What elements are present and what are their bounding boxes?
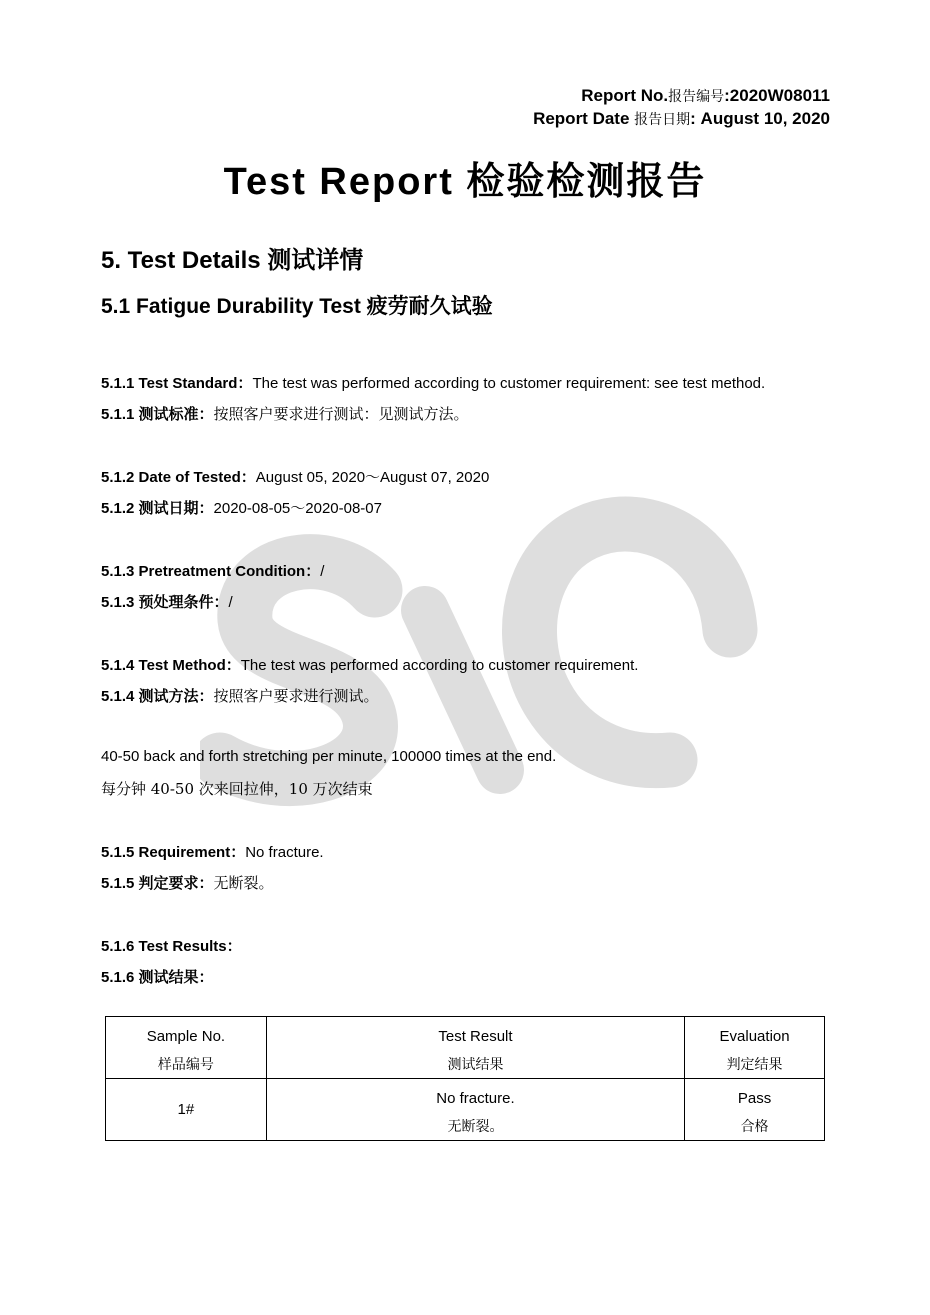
test-standard-cn-label: 5.1.1 测试标准：: [101, 406, 214, 423]
header-evaluation: [685, 1017, 825, 1079]
requirement-cn-label: 5.1.5 判定要求：: [101, 875, 214, 892]
pretreatment-en-label: 5.1.3 Pretreatment Condition：: [101, 563, 321, 580]
report-number-label-cn: 报告编号: [668, 89, 725, 105]
requirement-cn-text: 无断裂。: [213, 874, 274, 892]
subsection-heading: 5.1 Fatigue Durability Test 疲劳耐久试验: [101, 295, 493, 318]
section-heading: 5. Test Details 测试详情: [101, 247, 364, 274]
report-number-line: [581, 86, 830, 106]
test-results-en: [101, 935, 242, 956]
test-method-cn: [101, 685, 379, 706]
pretreatment-cn-text: /: [228, 594, 233, 611]
report-number-separator: :: [724, 86, 730, 105]
test-date-cn-text: 2020-08-05～2020-08-07: [213, 500, 382, 517]
header-sample-no-cn: 样品编号: [157, 1057, 214, 1073]
header-sample-no-en: Sample No.: [146, 1028, 226, 1045]
requirement-en-text: No fracture.: [245, 844, 324, 861]
report-date-label: Report Date: [533, 109, 630, 128]
test-results-en-label: 5.1.6 Test Results：: [101, 938, 242, 955]
requirement-en: [101, 841, 324, 862]
report-date-value: August 10, 2020: [700, 109, 830, 128]
report-date-line: [533, 109, 830, 129]
cell-test-result-cn: 无断裂。: [447, 1119, 504, 1135]
test-date-cn-label: 5.1.2 测试日期：: [101, 500, 214, 517]
results-table: [105, 1016, 825, 1141]
test-method-cn-label: 5.1.4 测试方法：: [101, 688, 214, 705]
test-method-en-label: 5.1.4 Test Method：: [101, 657, 241, 674]
method-detail-cn: 每分钟 40-50 次来回拉伸，10 万次结束: [101, 780, 373, 798]
test-date-en-label: 5.1.2 Date of Tested：: [101, 469, 256, 486]
cell-evaluation: [685, 1079, 825, 1141]
header-evaluation-cn: 判定结果: [726, 1057, 783, 1073]
requirement-cn: [101, 872, 274, 893]
requirement-en-label: 5.1.5 Requirement：: [101, 844, 246, 861]
pretreatment-cn: [101, 591, 233, 612]
test-date-en: [101, 466, 489, 487]
test-standard-en: [101, 372, 765, 393]
page-title: Test Report 检验检测报告: [223, 161, 707, 203]
test-standard-cn-text: 按照客户要求进行测试：见测试方法。: [213, 405, 469, 423]
test-method-en: [101, 654, 638, 675]
cell-test-result: [266, 1079, 684, 1141]
report-date-label-cn: 报告日期: [634, 112, 691, 128]
test-date-cn: [101, 497, 382, 518]
test-results-cn-label: 5.1.6 测试结果：: [101, 969, 214, 986]
report-number-value: 2020W08011: [729, 86, 830, 105]
pretreatment-cn-label: 5.1.3 预处理条件：: [101, 594, 229, 611]
cell-evaluation-cn: 合格: [740, 1119, 769, 1135]
test-standard-cn: [101, 403, 469, 424]
header-test-result-cn: 测试结果: [447, 1057, 504, 1073]
report-number-label: Report No.: [581, 86, 669, 105]
test-results-cn: [101, 966, 214, 987]
report-date-separator: :: [690, 109, 701, 128]
header-evaluation-en: Evaluation: [719, 1028, 790, 1045]
header-test-result-en: Test Result: [438, 1028, 513, 1045]
test-date-en-text: August 05, 2020～August 07, 2020: [255, 469, 490, 486]
table-row: [106, 1079, 825, 1141]
header-test-result: [266, 1017, 684, 1079]
cell-test-result-en: No fracture.: [436, 1090, 515, 1107]
test-standard-en-label: 5.1.1 Test Standard：: [101, 375, 253, 392]
cell-sample-no: 1#: [106, 1079, 267, 1141]
table-header-row: [106, 1017, 825, 1079]
test-method-cn-text: 按照客户要求进行测试。: [213, 687, 379, 705]
cell-evaluation-en: Pass: [737, 1090, 772, 1107]
header-sample-no: [106, 1017, 267, 1079]
pretreatment-en-text: /: [320, 563, 325, 580]
method-detail-en: 40-50 back and forth stretching per minute, 100000 times at the end.: [101, 748, 557, 765]
pretreatment-en: [101, 560, 324, 581]
test-standard-en-text: The test was performed according to customer requirement: see test method.: [252, 375, 766, 392]
test-method-en-text: The test was performed according to customer requirement.: [240, 657, 639, 674]
